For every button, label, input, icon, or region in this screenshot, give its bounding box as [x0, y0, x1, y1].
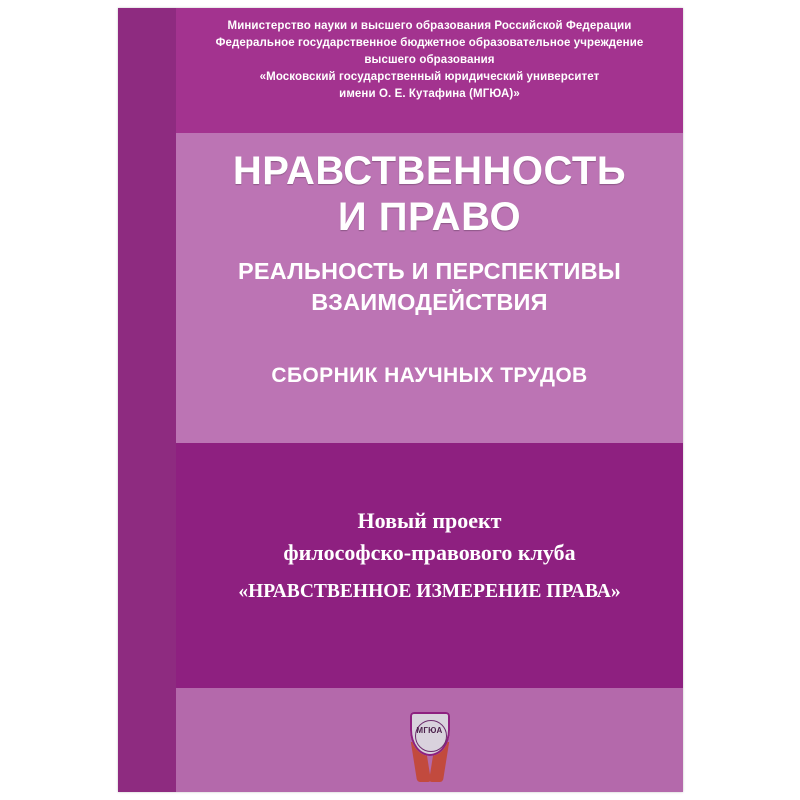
book-spine: [118, 8, 177, 792]
title-line-1: НРАВСТВЕННОСТЬ: [232, 149, 627, 193]
cover-content: [176, 8, 683, 792]
emblem-label: МГЮА: [416, 726, 443, 735]
publisher-line-1: Министерство науки и высшего образования Российской Федерации: [227, 20, 632, 32]
project-block: [176, 506, 683, 606]
subtitle-line-2: ВЗАИМОДЕЙСТВИЯ: [311, 289, 548, 315]
project-line-1: Новый проект: [357, 508, 502, 533]
publisher-line-4: «Московский государственный юридический университет: [259, 71, 600, 83]
title-line-2: И ПРАВО: [337, 195, 522, 239]
publisher-line-5: имени О. Е. Кутафина (МГЮА)»: [339, 88, 520, 100]
project-line-2: философско-правового клуба: [283, 540, 576, 565]
publication-kind: СБОРНИК НАУЧНЫХ ТРУДОВ: [271, 364, 588, 387]
publisher-block: [176, 18, 683, 103]
emblem-ring: [415, 720, 447, 752]
subtitle-line-1: РЕАЛЬНОСТЬ И ПЕРСПЕКТИВЫ: [238, 258, 621, 284]
publisher-line-3: высшего образования: [364, 54, 495, 66]
publisher-line-2: Федеральное государственное бюджетное образовательное учреждение: [215, 37, 644, 49]
project-line-3: «НРАВСТВЕННОЕ ИЗМЕРЕНИЕ ПРАВА»: [238, 581, 621, 602]
msal-emblem-icon: [402, 712, 458, 784]
title-block: [176, 148, 683, 388]
book-cover: [118, 8, 683, 792]
